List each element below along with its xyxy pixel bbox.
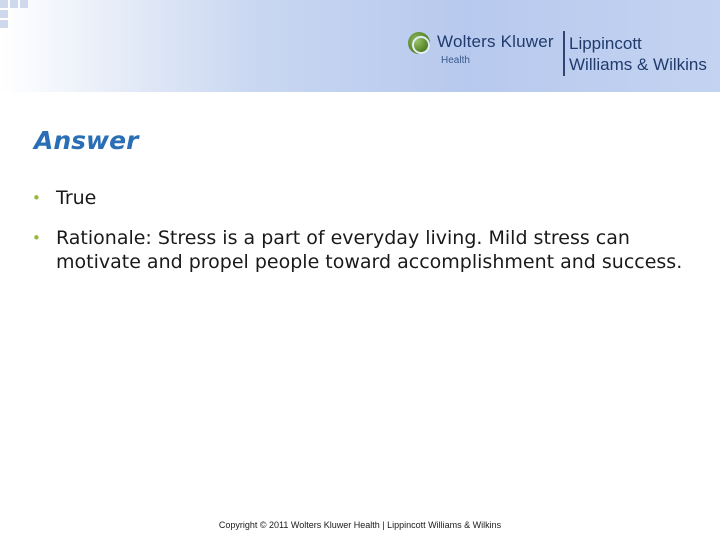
- logo-brand-line1: Lippincott: [569, 34, 642, 53]
- logo-brand: [569, 33, 707, 75]
- logo-division: Health: [441, 55, 470, 66]
- wolters-kluwer-logo: [408, 28, 716, 78]
- bullet-item: [32, 186, 702, 210]
- logo-company: Wolters Kluwer: [437, 32, 554, 51]
- header-band: [0, 0, 720, 92]
- globe-icon: [408, 32, 430, 54]
- decorative-squares: [0, 0, 60, 40]
- bullet-text: Rationale: Stress is a part of everyday living. Mild stress can motivate and propel people toward accomplishment and success.: [56, 227, 683, 273]
- bullet-icon: •: [32, 189, 41, 207]
- copyright-footer: Copyright © 2011 Wolters Kluwer Health | Lippincott Williams & Wilkins: [218, 520, 502, 530]
- bullet-icon: •: [32, 229, 41, 247]
- logo-divider: [563, 31, 565, 76]
- bullet-list: [32, 186, 702, 290]
- logo-brand-line2: Williams & Wilkins: [569, 55, 707, 74]
- bullet-item: [32, 226, 702, 274]
- bullet-text: True: [56, 187, 97, 209]
- slide-title: Answer: [34, 126, 139, 155]
